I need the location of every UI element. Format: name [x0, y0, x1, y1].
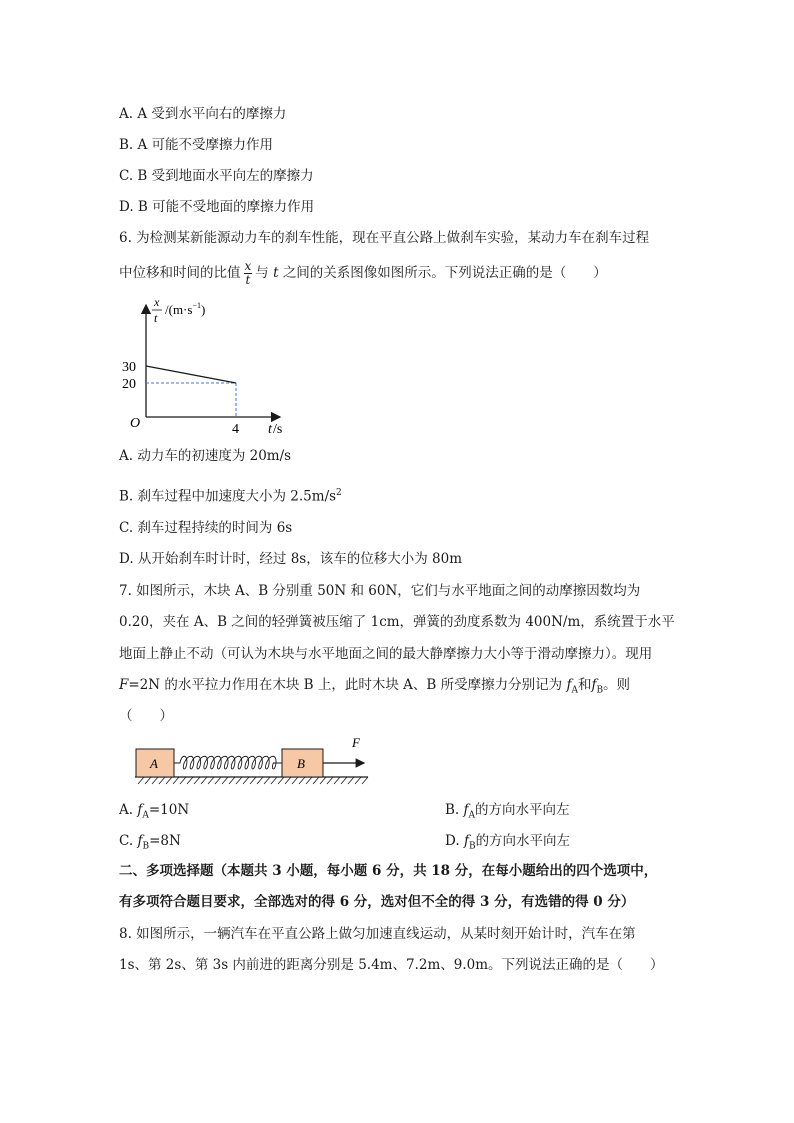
section2-heading-line1: 二、多项选择题（本题共 3 小题，每小题 6 分，共 18 分，在每小题给出的四个选项中， [119, 863, 658, 879]
hatch-mark [327, 777, 333, 784]
q6-tick-20: 20 [122, 377, 136, 392]
q7-od-f: f [463, 833, 469, 849]
q7-od-pre: D. [445, 833, 460, 849]
q6-option-a: A. 动力车的初速度为 20m/s [119, 448, 292, 464]
q6-origin: O [130, 416, 141, 431]
q7-fA-f: f [566, 677, 572, 693]
q7-fB-sub: B [596, 685, 604, 696]
hatch-mark [201, 777, 207, 784]
hatch-mark [208, 777, 214, 784]
q6-x-unit: /s [273, 422, 283, 437]
q7-F: F [119, 677, 129, 693]
q6-stem-t: t [273, 265, 279, 281]
hatch-mark [257, 777, 263, 784]
q6-tick-4: 4 [232, 422, 239, 437]
q7-line1: 7. 如图所示，木块 A、B 分别重 50N 和 60N，它们与水平地面之间的动摩擦因数均为 [119, 583, 641, 599]
q5-option-d: D. B 可能不受地面的摩擦力作用 [119, 199, 315, 215]
q7-block-a-label: A [150, 756, 158, 771]
hatch-mark [243, 777, 249, 784]
hatch-mark [334, 777, 340, 784]
q5-option-b: B. A 可能不受摩擦力作用 [119, 137, 274, 153]
hatch-mark [348, 777, 354, 784]
hatch-mark [355, 777, 361, 784]
q7-ob-sub: A [468, 810, 476, 821]
q7-force-label: F [352, 735, 360, 750]
q7-line4-text: =2N 的水平拉力作用在木块 B 上，此时木块 A、B 所受摩擦力分别记为 [128, 677, 563, 693]
q7-fA-sub: A [571, 685, 578, 696]
q6-y-label-den: t [154, 311, 158, 325]
q7-ob-post: 的方向水平向左 [475, 802, 570, 818]
q6-graph [110, 293, 300, 438]
q8-line1: 8. 如图所示，一辆汽车在平直公路上做匀加速直线运动，从某时刻开始计时，汽车在第 [119, 926, 636, 942]
q6-option-c: C. 刹车过程持续的时间为 6s [119, 520, 293, 536]
hatch-mark [278, 777, 284, 784]
q7-line4 [119, 675, 630, 701]
q6-stem-pre: 中位移和时间的比值 [119, 265, 241, 281]
q6-tick-30: 30 [122, 360, 136, 375]
q6-option-b-sup: 2 [336, 488, 342, 498]
hatch-mark [159, 777, 165, 784]
q7-oa-pre: A. [119, 802, 134, 818]
q7-line3: 地面上静止不动（可认为木块与水平地面之间的最大静摩擦力大小等于滑动摩擦力）。现用 [119, 646, 653, 662]
q7-oa-post: =10N [148, 802, 190, 818]
q6-option-b-text: B. 刹车过程中加速度大小为 2.5m/s [119, 488, 337, 505]
q7-fB-f: f [591, 677, 597, 693]
q7-and: 和 [577, 677, 592, 693]
q6-frac-num: x [244, 259, 252, 273]
q6-y-label-num: x [154, 295, 160, 309]
hatch-mark [271, 777, 277, 784]
q7-option-c [119, 831, 181, 857]
q6-frac-den: t [245, 273, 251, 287]
hatch-mark [306, 777, 312, 784]
q7-line2: 0.20，夹在 A、B 之间的轻弹簧被压缩了 1cm，弹簧的劲度系数为 400N/m，系统置于水平 [119, 614, 675, 630]
hatch-mark [173, 777, 179, 784]
hatch-mark [166, 777, 172, 784]
hatch-mark [313, 777, 319, 784]
hatch-mark [215, 777, 221, 784]
q7-oc-pre: C. [119, 833, 134, 849]
q6-fraction [244, 260, 253, 287]
hatch-mark [299, 777, 305, 784]
q5-option-a: A. A 受到水平向右的摩擦力 [119, 106, 287, 122]
q8-line2: 1s、第 2s、第 3s 内前进的距离分别是 5.4m、7.2m、9.0m。下列说法正确的是（ ） [119, 957, 664, 973]
q7-oa-f: f [137, 802, 143, 818]
q7-od-sub: B [468, 841, 476, 852]
q5-option-c: C. B 受到地面水平向左的摩擦力 [119, 168, 314, 184]
q6-stem-line2 [119, 260, 607, 287]
q7-block-b-label: B [297, 756, 305, 771]
q7-ground-hatch [138, 777, 368, 784]
q7-od-post: 的方向水平向左 [475, 833, 571, 849]
q6-y-unit: $/(m\cdot s^{-1})$ [165, 301, 206, 317]
q7-option-b [445, 800, 570, 826]
q7-line5: （ ） [119, 708, 173, 724]
q6-stem-post: 之间的关系图像如图所示。下列说法正确的是（ ） [282, 265, 607, 281]
hatch-mark [145, 777, 151, 784]
q7-line4-end: 。则 [603, 677, 631, 693]
hatch-mark [229, 777, 235, 784]
hatch-mark [222, 777, 228, 784]
hatch-mark [285, 777, 291, 784]
q7-option-d [445, 831, 570, 857]
q7-option-a [119, 800, 189, 826]
q7-ob-pre: B. [445, 802, 460, 818]
q6-option-b [119, 483, 342, 507]
hatch-mark [264, 777, 270, 784]
q6-x-label: t [268, 422, 272, 437]
hatch-mark [187, 777, 193, 784]
q7-oc-f: f [137, 833, 143, 849]
q7-oc-post: =8N [149, 833, 181, 849]
q7-oc-sub: B [142, 841, 150, 852]
hatch-mark [152, 777, 158, 784]
hatch-mark [341, 777, 347, 784]
q6-option-d: D. 从开始刹车时计时，经过 8s，该车的位移大小为 80m [119, 551, 463, 567]
q6-stem-mid: 与 [255, 265, 269, 281]
hatch-mark [292, 777, 298, 784]
hatch-mark [194, 777, 200, 784]
q7-ob-f: f [463, 802, 469, 818]
hatch-mark [236, 777, 242, 784]
hatch-mark [362, 777, 368, 784]
section2-heading-line2: 有多项符合题目要求，全部选对的得 6 分，选对但不全的得 3 分，有选错的得 0 分） [119, 894, 635, 910]
q7-oa-sub: A [142, 810, 149, 821]
q6-stem-line1: 6. 为检测某新能源动力车的刹车性能，现在平直公路上做刹车实验，某动力车在刹车过程 [119, 230, 650, 246]
hatch-mark [250, 777, 256, 784]
hatch-mark [320, 777, 326, 784]
q7-figure [130, 734, 375, 789]
hatch-mark [138, 777, 144, 784]
q7-spring [174, 756, 282, 769]
q6-series-line [146, 366, 236, 383]
hatch-mark [180, 777, 186, 784]
